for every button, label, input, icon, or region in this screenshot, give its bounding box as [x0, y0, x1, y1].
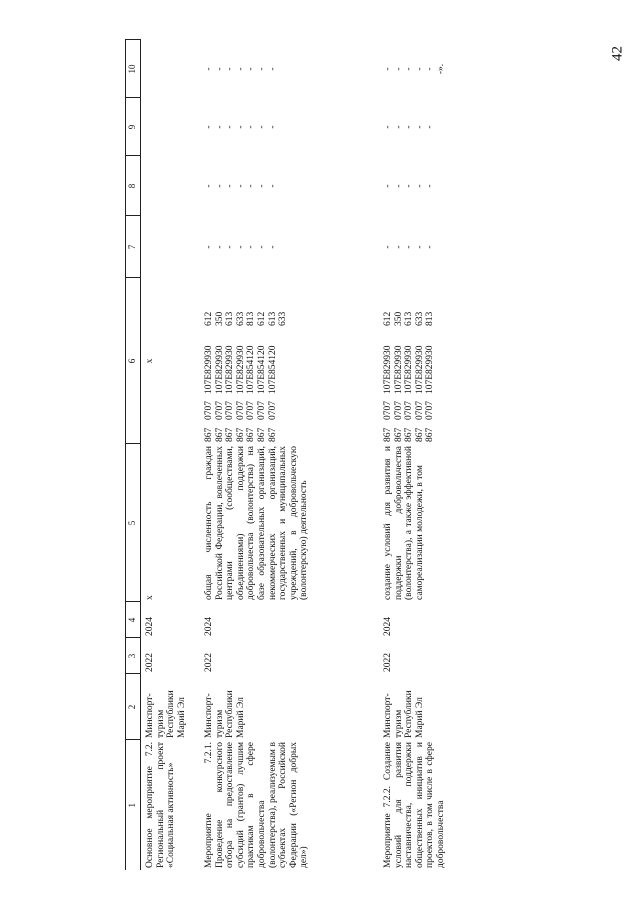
header-col-3: 3 [126, 638, 141, 674]
grbs-code-column [383, 424, 436, 442]
amount-dash: - [267, 125, 278, 129]
section-code: 0707 [246, 401, 257, 420]
header-col-8: 8 [126, 156, 141, 216]
indicator: создание условий для развития и поддержки добровольчества (волонтерства), а также эффективной самореализации молодежи, в том [383, 446, 425, 600]
closing-quote: -». [435, 63, 446, 75]
amount-dash: - [204, 184, 214, 188]
amount-dash: - [383, 245, 393, 249]
expense-type-code: 633 [278, 311, 289, 326]
target-article-code: 107E854120 [246, 345, 257, 394]
amount-dash: - [235, 125, 246, 129]
target-article-column [383, 330, 436, 394]
expense-type-code: 813 [425, 311, 436, 326]
amount-dash: - [225, 184, 236, 188]
section-code: 0707 [404, 401, 415, 420]
budget-code-grid [383, 280, 436, 442]
table-row [375, 40, 448, 870]
amount-dash: - [414, 67, 425, 71]
amount-dash: - [204, 245, 214, 249]
section-code: 0707 [393, 401, 404, 420]
end-year: 2024 [145, 617, 155, 636]
amount-dash: - [235, 245, 246, 249]
target-article-code: 107E829930 [425, 345, 436, 394]
col-10-cell [375, 40, 448, 98]
col-8-cell [375, 156, 448, 216]
target-article-code: 107E829930 [404, 345, 415, 394]
expense-type-column [204, 308, 289, 326]
target-article-code: 107E829930 [235, 345, 246, 394]
target-article-code: 107E854120 [267, 345, 278, 394]
amount-dash: - [225, 125, 236, 129]
target-article-code: 107E829930 [383, 345, 393, 394]
start-year: 2022 [383, 653, 393, 672]
grbs-code: 867 [256, 427, 267, 442]
end-year: 2024 [383, 617, 393, 636]
section-code: 0707 [383, 401, 393, 420]
col-10-cell [141, 40, 199, 98]
amount-dash: - [414, 245, 425, 249]
amount-dash: - [267, 67, 278, 71]
page-number: 42 [609, 46, 626, 61]
section-code: 0707 [204, 401, 214, 420]
section-code: 0707 [225, 401, 236, 420]
activity-name: Мероприятие 7.2.1. Проведение конкурсного отбора на предоставление субсидий (грантов) лучшим практикам в сфере добровольчества (волонтерства), реализуемым в субъектах Российской Федерации («Регион добрых дел») [204, 742, 310, 868]
grbs-code: 867 [404, 427, 415, 442]
start-year: 2022 [145, 653, 155, 672]
landscape-table-wrap [125, 40, 515, 870]
header-col-4: 4 [126, 602, 141, 638]
section-code-column [204, 398, 289, 420]
amount-dash: - [204, 125, 214, 129]
amount-dash: - [246, 67, 257, 71]
section-code: 0707 [425, 401, 436, 420]
target-article-code: 107E829930 [414, 345, 425, 394]
amount-dash: - [425, 245, 436, 249]
amount-dash: - [404, 184, 415, 188]
amount-dash: - [383, 184, 393, 188]
executor: Минспорт-туризм Республики Марий Эл [204, 690, 246, 738]
executor: Минспорт-туризм Республики Марий Эл [145, 690, 187, 738]
amount-dash: - [246, 184, 257, 188]
grbs-code: 867 [414, 427, 425, 442]
budget-code [198, 278, 375, 444]
amount-dash: - [267, 184, 278, 188]
section-code: 0707 [256, 401, 267, 420]
expense-type-code: 612 [383, 311, 393, 326]
expense-type-code: 613 [267, 311, 278, 326]
header-col-2: 2 [126, 674, 141, 740]
executor: Минспорт-туризм Республики Марий Эл [383, 690, 425, 738]
amount-dash: - [414, 184, 425, 188]
expense-type-code: 633 [235, 311, 246, 326]
grbs-code-column [204, 424, 289, 442]
amount-dash: - [256, 184, 267, 188]
amount-dash: - [214, 245, 225, 249]
col-9-cell [198, 98, 375, 156]
col-7-cell [375, 216, 448, 278]
expense-type-code: 613 [225, 311, 236, 326]
col-8-cell [141, 156, 199, 216]
amount-dash: - [425, 125, 436, 129]
header-col-5: 5 [126, 444, 141, 602]
header-col-10: 10 [126, 40, 141, 98]
amount-dash: - [225, 245, 236, 249]
grbs-code: 867 [246, 427, 257, 442]
target-article-code: 107E829930 [225, 345, 236, 394]
amount-dash: - [204, 67, 214, 71]
amount-dash: - [214, 67, 225, 71]
amount-dash: - [393, 125, 404, 129]
grbs-code: 867 [204, 427, 214, 442]
start-year: 2022 [204, 653, 214, 672]
amount-dash: - [225, 67, 236, 71]
header-col-1: 1 [126, 740, 141, 870]
header-col-9: 9 [126, 98, 141, 156]
budget-code-grid [204, 280, 289, 442]
amount-dash: - [235, 184, 246, 188]
target-article-code: 107E829930 [393, 345, 404, 394]
indicator: общая численность граждан Российской Федерации, вовлеченных центрами (сообществами, объединениями) поддержки добровольчества (волонтерства) на базе образовательных организаций, некоммерческих организаций, государственных и муниципальных учреждений, в добровольческую (волонтерскую) деятельность [204, 446, 310, 600]
expense-type-code: 350 [393, 311, 404, 326]
target-article-column [204, 330, 289, 394]
expense-type-code: 612 [256, 311, 267, 326]
amount-dash: - [383, 67, 393, 71]
activity-name: Основное мероприятие 7.2. Региональный проект «Социальная активность» [145, 742, 177, 868]
grbs-code: 867 [225, 427, 236, 442]
amount-dash: - [256, 125, 267, 129]
expense-type-code: 613 [404, 311, 415, 326]
table-row [141, 40, 199, 870]
budget-code [375, 278, 448, 444]
target-article-code: 107E829930 [204, 345, 214, 394]
grbs-code: 867 [267, 427, 278, 442]
amount-dash: - [404, 67, 415, 71]
grbs-code: 867 [235, 427, 246, 442]
indicator: х [145, 595, 155, 600]
section-code: 0707 [414, 401, 425, 420]
expense-type-code: 350 [214, 311, 225, 326]
section-code-column [383, 398, 436, 420]
col-9-cell [375, 98, 448, 156]
header-col-6: 6 [126, 278, 141, 444]
amount-dash: - [393, 67, 404, 71]
amount-dash: - [393, 184, 404, 188]
grbs-code: 867 [214, 427, 225, 442]
amount-dash: - [414, 125, 425, 129]
expense-type-code: 612 [204, 311, 214, 326]
expense-type-code: 813 [246, 311, 257, 326]
expense-type-column [383, 308, 436, 326]
budget-code: х [145, 358, 155, 364]
amount-dash: - [404, 245, 415, 249]
col-7-cell [198, 216, 375, 278]
grbs-code: 867 [383, 427, 393, 442]
grbs-code: 867 [393, 427, 404, 442]
expense-type-code: 633 [414, 311, 425, 326]
col-10-cell [198, 40, 375, 98]
target-article-code: 107E829930 [214, 345, 225, 394]
amount-dash: - [404, 125, 415, 129]
amount-dash: - [425, 184, 436, 188]
header-col-7: 7 [126, 216, 141, 278]
col-7-cell [141, 216, 199, 278]
amount-dash: - [393, 245, 404, 249]
table-row [198, 40, 375, 870]
col-8-cell [198, 156, 375, 216]
amount-dash: - [267, 245, 278, 249]
amount-dash: - [256, 67, 267, 71]
col-9-cell [141, 98, 199, 156]
amount-dash: - [214, 184, 225, 188]
section-code: 0707 [214, 401, 225, 420]
amount-dash: - [214, 125, 225, 129]
program-table [125, 40, 448, 871]
header-row [126, 40, 141, 870]
amount-dash: - [383, 125, 393, 129]
grbs-code: 867 [425, 427, 436, 442]
section-code: 0707 [235, 401, 246, 420]
end-year: 2024 [204, 617, 214, 636]
section-code: 0707 [267, 401, 278, 420]
amount-dash: - [235, 67, 246, 71]
amount-dash: - [256, 245, 267, 249]
amount-dash: - [246, 245, 257, 249]
activity-name: Мероприятие 7.2.2. Создание условий для развития наставничества, поддержки общественных инициатив и проектов, в том числе в сфере добровольчества [383, 742, 446, 868]
amount-dash: - [425, 67, 436, 71]
target-article-code: 107E854120 [256, 345, 267, 394]
amount-dash: - [246, 125, 257, 129]
